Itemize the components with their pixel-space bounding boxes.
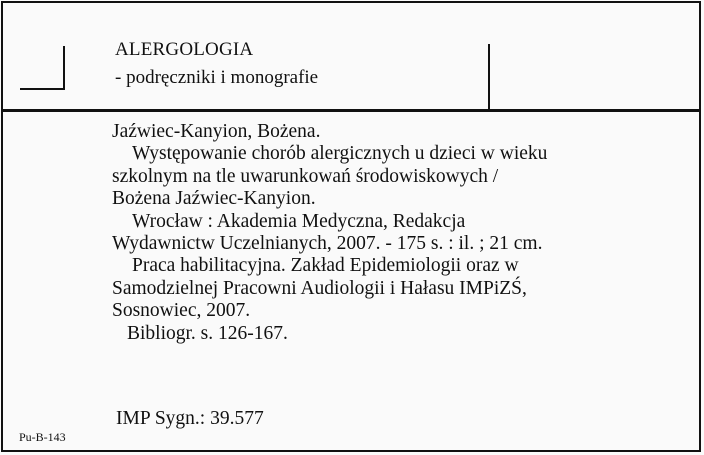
- call-number: IMP Sygn.: 39.577: [116, 408, 264, 429]
- imprint-line-2: Wydawnictw Uczelnianych, 2007. - 175 s. : il. ; 21 cm.: [112, 232, 543, 254]
- bibliography-line: Bibliogr. s. 126-167.: [127, 322, 288, 344]
- note-line-1: Praca habilitacyjna. Zakład Epidemiologii oraz w: [132, 255, 519, 277]
- title-line-2: szkolnym na tle uwarunkowań środowiskowych /: [112, 165, 499, 187]
- imprint-line-1: Wrocław : Akademia Medyczna, Redakcja: [132, 210, 466, 232]
- subject-heading: ALERGOLOGIA: [115, 39, 254, 60]
- record-body: [112, 121, 692, 345]
- header-horizontal-rule: [1, 109, 700, 112]
- title-line-3: Bożena Jaźwiec-Kanyion.: [112, 188, 316, 210]
- author-line: Jaźwiec-Kanyion, Bożena.: [112, 121, 321, 142]
- subject-subheading: - podręczniki i monografie: [115, 67, 319, 88]
- card-code: Pu-B-143: [19, 430, 66, 444]
- note-line-2: Samodzielnej Pracowni Audiologii i Hałasu IMPiZŚ,: [112, 277, 527, 299]
- title-line-1: Występowanie chorób alergicznych u dzieci w wieku: [132, 143, 548, 165]
- note-line-3: Sosnowiec, 2007.: [112, 300, 251, 322]
- corner-mark-horizontal: [20, 88, 65, 90]
- header-vertical-rule: [488, 44, 490, 111]
- corner-mark-vertical: [63, 46, 65, 90]
